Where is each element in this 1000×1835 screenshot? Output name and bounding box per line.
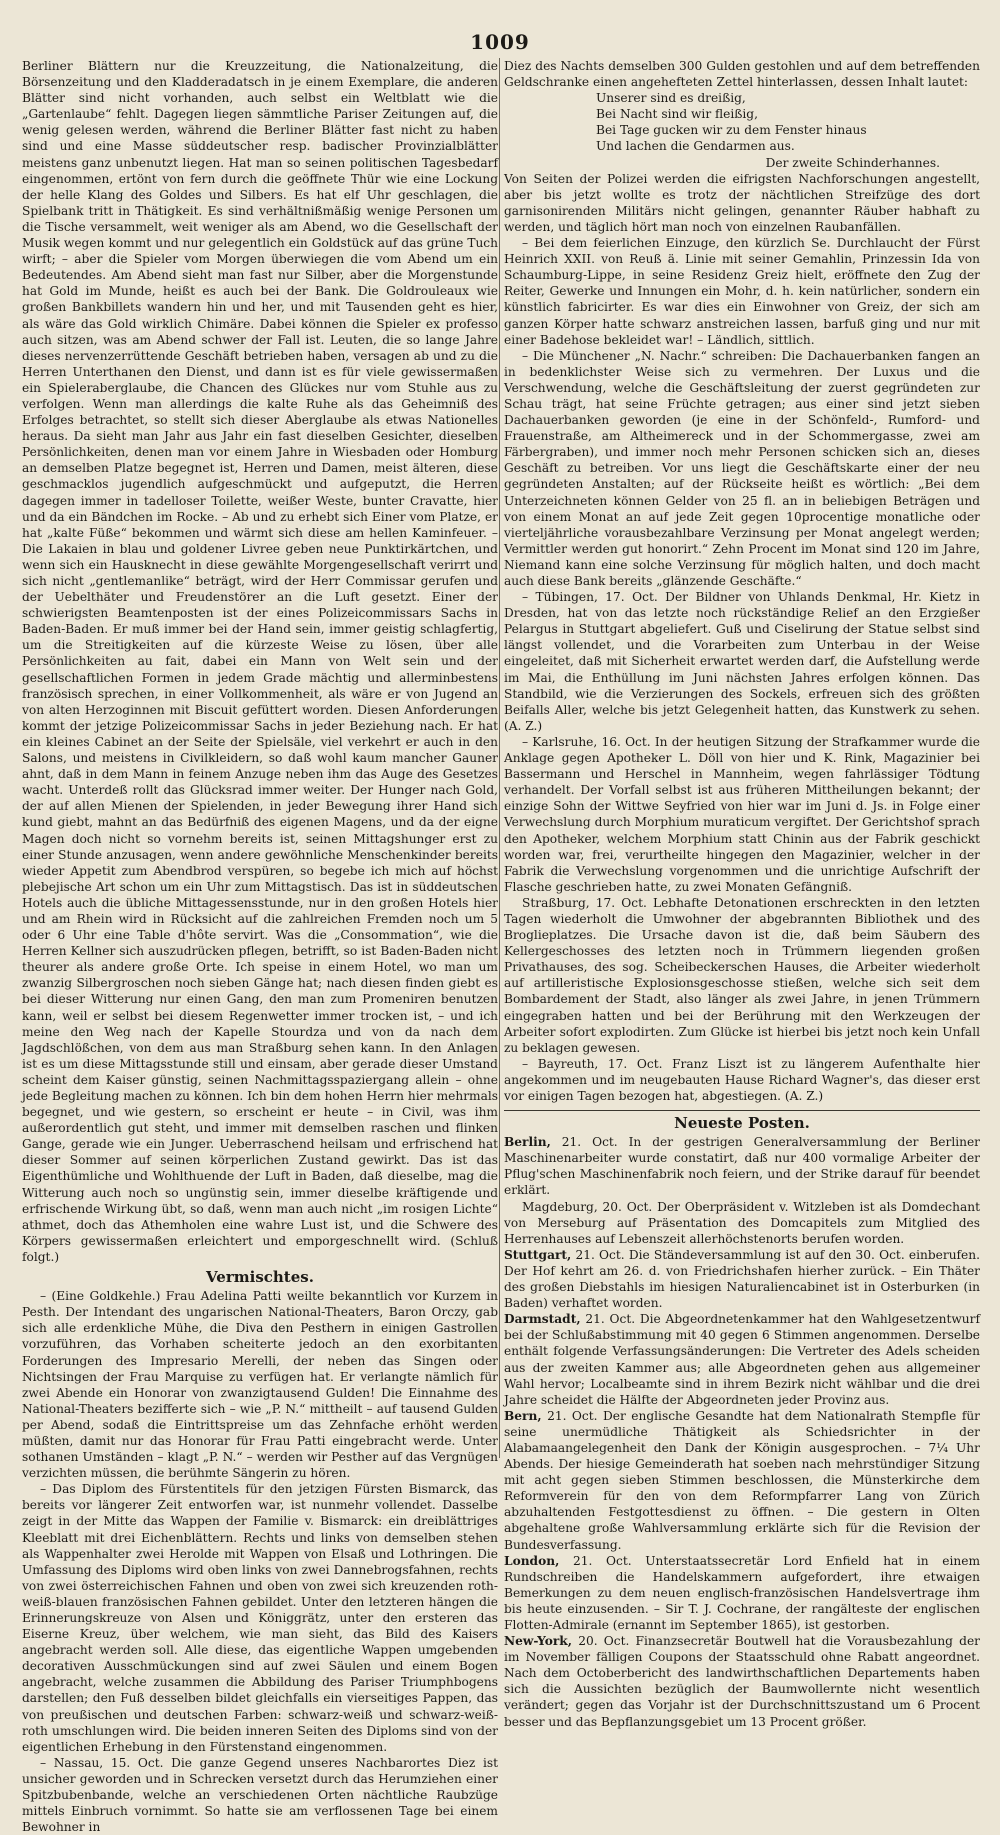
article-tuebingen: – Tübingen, 17. Oct. Der Bildner von Uhlands Denkmal, Hr. Kietz in Dresden, hat von das letzte noch rückständige Relief an den Erzgießer Pelargus in Stuttgart abgeliefert. Guß und Ciselirung der Statue selbst sind längst vollendet, und die Vorarbeiten zum Unterbau in der Weise eingeleitet, daß mit Sicherheit erwartet werden darf, die Aufstellung werde im Mai, die Enthüllung im Juni nächsten Jahres erfolgen können. Das Standbild, wie die Verzierungen des Sockels, erfreuen sich des größten Beifalls Aller, welche bis jetzt Gelegenheit hatten, das Kunstwerk zu sehen. (A. Z.) <box>504 590 980 733</box>
news-place: London, <box>504 1553 560 1568</box>
news-item-bern <box>504 1408 980 1553</box>
news-place: New-York, <box>504 1634 572 1649</box>
article-nassau: – Nassau, 15. Oct. Die ganze Gegend unseres Nachbarortes Diez ist unsicher geworden und in Schrecken versetzt durch das Herumziehen einer Spitzbubenbande, welche an verschiedenen Orten nächtliche Raubzüge mittels Einbruch vornimmt. So hatte sie am verflossenen Tage bei einem Bewohner in <box>22 1755 498 1835</box>
verse-line: Bei Tage gucken wir zu dem Fenster hinaus <box>596 123 867 138</box>
verse-line: Unserer sind es dreißig, <box>596 91 746 106</box>
article-polizei: Von Seiten der Polizei werden die eifrigsten Nachforschungen angestellt, aber bis jetzt wollte es trotz der nächtlichen Streifzüge des dort garnisonirenden Militärs nicht gelingen, genannter Räuber habhaft zu werden, und täglich hört man noch von einzelnen Raubanfällen. <box>504 171 980 234</box>
section-heading-vermischtes: Vermischtes. <box>206 1268 314 1287</box>
article-dachauerbanken: – Die Münchener „N. Nachr.“ schreiben: Die Dachauerbanken fangen an in bedenklichster Weise sich zu vermehren. Der Luxus und die Verschwendung, welche die Geschäftsleitung der zuerst gegründeten zur Schau trägt, hat seine Früchte getragen; aus einer sind jetzt sieben Dachauerbanken geworden (je eine in der Schönfeld-, Rumford- und Frauenstraße, am Altheimereck und in der Schommergasse, zwei am Färbergraben), und immer noch mehr Personen schicken sich an, dieses Geschäft zu betreiben. Vor uns liegt die Geschäftskarte einer der neu gegründeten Anstalten; auf der Rückseite heißt es wörtlich: „Bei dem Unterzeichneten können Gelder von 25 fl. an in beliebigen Beträgen und von einem Monat an auf jede Zeit gegen 10procentige monatliche oder vierteljährliche vorausbezahlbare Verzinsung per Monat angelegt werden; Vermittler werden gut honorirt.“ Zehn Procent im Monat sind 120 im Jahre, Niemand kann eine solche Verzinsung für möglich halten, und doch macht auch diese Bank bereits „glänzende Geschäfte.“ <box>504 348 980 588</box>
news-text: 21. Oct. Die Ständeversammlung ist auf den 30. Oct. einberufen. Der Hof kehrt am 26. d. von Friedrichshafen hierher zurück. – Ein Thäter des großen Diebstahls im hiesigen Naturaliencabinet ist in Osterburken (in Baden) verhaftet worden. <box>504 1247 980 1311</box>
news-place: Stuttgart, <box>504 1247 572 1262</box>
section-heading-neueste-posten: Neueste Posten. <box>674 1114 810 1133</box>
news-item-stuttgart <box>504 1247 980 1311</box>
article-heinrich-xxii: – Bei dem feierlichen Einzuge, den kürzlich Se. Durchlaucht der Fürst Heinrich XXII. von Reuß ä. Linie mit seiner Gemahlin, Prinzessin Ida von Schaumburg-Lippe, in seine Residenz Greiz hielt, eröffnete den Zug der Reiter, Gewerke und Innungen ein Mohr, d. h. kein natürlicher, sondern ein künstlich fabricirter. Es war dies ein Einwohner von Greiz, der sich am ganzen Körper hatte schwarz anstreichen lassen, barfuß ging und nur mit einer Badehose bekleidet war! – Ländlich, sittlich. <box>504 236 980 347</box>
news-text: 21. Oct. Unterstaatssecretär Lord Enfield hat in einem Rundschreiben die Handelskammern aufgefordert, ihre etwaigen Bemerkungen zu dem neuen englisch-französischen Handelsvertrage ihm bis heute einzusenden. – Sir T. J. Cochrane, der rangälteste der englischen Flotten-Admirale (ernannt im September 1865), ist gestorben. <box>504 1553 981 1632</box>
article-diez-continuation: Diez des Nachts demselben 300 Gulden gestohlen und auf dem betreffenden Geldschranke einen angehefteten Zettel hinterlassen, dessen Inhalt lautet: <box>504 59 980 90</box>
left-column <box>22 58 498 1835</box>
news-text: 20. Oct. Der Oberpräsident v. Witzleben ist als Domdechant von Merseburg auf Präsentation des Domcapitels zum Mitglied des Herrenhauses auf Lebenszeit allerhöchstenorts berufen worden. <box>504 1199 980 1246</box>
article-baden-continuation: Berliner Blättern nur die Kreuzzeitung, die Nationalzeitung, die Börsenzeitung und den Kladderadatsch in je einem Exemplare, die anderen Blätter sind nicht vorhanden, auch selbst ein Weltblatt wie die „Gartenlaube“ fehlt. Dagegen liegen sämmtliche Pariser Zeitungen auf, die wenig gelesen werden, während die Berliner Blätter fast nicht zu haben sind und eine Masse süddeutscher resp. badischer Provinzialblätter meistens ganz unbenutzt liegen. Hat man so seinen politischen Tagesbedarf eingenommen, ertönt von fern durch die geöffnete Thür wie eine Lockung der helle Klang des Goldes und Silbers. Es hat elf Uhr geschlagen, die Spielbank tritt in Thätigkeit. Es sind verhältnißmäßig wenige Personen um die Tische versammelt, weit weniger als am Abend, wo die Gesellschaft der Musik wegen kommt und nur gelegentlich ein Goldstück auf das grüne Tuch wirft; – aber die Spieler vom Morgen überwiegen die vom Abend um ein Bedeutendes. Am Abend sieht man fast nur Silber, aber die Morgenstunde hat Gold im Munde, heißt es auch bei der Bank. Die Goldrouleaux wie großen Bankbillets wandern hin und her, und mit Tausenden geht es hier, als wäre das Gold wirklich Chimäre. Dabei können die Spieler ex professo auch sitzen, was am Abend schwer der Fall ist. Leuten, die so lange Jahre dieses nervenzerrüttende Geschäft betrieben haben, versagen ab und zu die Herren Unterthanen den Dienst, und dann ist es für viele gewissermaßen ein Spieleraberglaube, die Chancen des Glückes nur vom Stuhle aus zu verfolgen. Wenn man allerdings die kalte Ruhe als das Geheimniß des Erfolges betrachtet, so stellt sich dieser Aberglaube als etwas Nationelles heraus. Da sieht man Jahr aus Jahr ein fast dieselben Gesichter, dieselben Persönlichkeiten, denen man vor einem Jahre in Wiesbaden oder Homburg an demselben Platze begegnet ist, Herren und Damen, meist älteren, diese geschmacklos jugendlich aufgeschmückt und aufgeputzt, die Herren dagegen immer in tadelloser Toilette, weißer Weste, bunter Cravatte, hier und da ein Bändchen im Rocke. – Ab und zu erhebt sich Einer vom Platze, er hat „kalte Füße“ bekommen und wärmt sich diese am hellen Kaminfeuer. – Die Lakaien in blau und goldener Livree geben neue Punktirkärtchen, und wenn sich ein Hausknecht in diese gewählte Morgengesellschaft verirrt und sich nicht „gentlemanlike“ beträgt, wird der Herr Commissar gerufen und der Uebelthäter und Freudenstörer an die Luft gesetzt. Einer der schwierigsten Beamtenposten ist der eines Polizeicommissars Sachs in Baden-Baden. Er muß immer bei der Hand sein, immer geistig schlagfertig, um die Streitigkeiten auf die kürzeste Weise zu lösen, über alle Persönlichkeiten au fait, dabei ein Mann von Welt sein und der gesellschaftlichen Formen in jedem Grade mächtig und allerminbestens französisch sprechen, in einer Vollkommenheit, als wäre er von Jugend an von alten Herzoginnen mit Biscuit gefüttert worden. Diesen Anforderungen kommt der jetzige Polizeicommissar Sachs in jeder Beziehung nach. Er hat ein kleines Cabinet an der Seite der Spielsäle, viel verkehrt er auch in den Salons, und meistens in Civilkleidern, so daß wohl kaum mancher Gauner ahnt, daß in dem Mann in feinem Anzuge neben ihm das Auge des Gesetzes wacht. Unterdeß rollt das Glücksrad immer weiter. Der Hunger nach Gold, der auf allen Mienen der Spielenden, in jeder Bewegung ihrer Hand sich kund giebt, mahnt an das Bedürfniß des eigenen Magens, und da der eigne Magen doch nicht so vornehm bereits ist, seinen Mittagshunger erst zu einer Stunde anzusagen, wenn andere gewöhnliche Menschenkinder bereits wieder Appetit zum Abendbrod verspüren, so begebe ich mich auf höchst plebejische Art schon um ein Uhr zum Mittagstisch. Das ist in süddeutschen Hotels auch die übliche Mittagessensstunde, nur in den großen Hotels hier und am Rhein wird in Rücksicht auf die zahlreichen Fremden noch um 5 oder 6 Uhr eine Table d'hôte servirt. Was die „Consommation“, wie die Herren Kellner sich auszudrücken pflegen, betrifft, so ist Baden-Baden nicht theurer als andere große Orte. Ich speise in einem Hotel, wo man um zwanzig Silbergroschen noch sieben Gänge hat; nach diesen finden giebt es bei dieser Witterung nur einen Gang, den man zum Promeniren benutzen kann, weil er selbst bei diesem Regenwetter immer trocken ist, – und ich meine den Weg nach der Kapelle Stourdza und von da nach dem Jagdschlößchen, von dem aus man Straßburg sehen kann. In den Anlagen ist es um diese Mittagsstunde still und einsam, aber gerade dieser Umstand scheint dem Kaiser günstig, seinen Nachmittagsspaziergang allein – ohne jede Begleitung machen zu können. Ich bin dem hohen Herrn hier mehrmals begegnet, und wie gestern, so erscheint er heute – in Civil, was ihm außerordentlich gut steht, und immer mit demselben raschen und flinken Gange, gerade wie ein Junger. Ueberraschend heilsam und erfrischend hat dieser Sommer auf seinen körperlichen Zustand gewirkt. Das ist das Eigenthümliche und Wohlthuende der Luft in Baden, daß dieselbe, mag die Witterung auch noch so ungünstig sein, immer dieselbe kräftigende und erfrischende Wirkung übt, so daß, wenn man auch nicht „im rosigen Lichte“ athmet, doch das Athemholen eine wahre Lust ist, und die Schwere des Körpers gewissermaßen erleichtert und emporgeschnellt wird. (Schluß folgt.) <box>22 59 498 1264</box>
news-place: Magdeburg, <box>522 1199 598 1214</box>
news-text: 21. Oct. In der gestrigen Generalversammlung der Berliner Maschinenarbeiter wurde constatirt, daß nur 400 vormalige Arbeiter der Pflug'schen Maschinenfabrik noch feiern, und der Strike darauf für beendet erklärt. <box>504 1135 980 1198</box>
news-place: Berlin, <box>504 1135 551 1150</box>
right-column <box>504 58 981 1729</box>
verse-signature: Der zweite Schinderhannes. <box>765 155 940 170</box>
article-diplom-bismarck: – Das Diplom des Fürstentitels für den jetzigen Fürsten Bismarck, das bereits vor längerer Zeit entworfen war, ist nunmehr vollendet. Dasselbe zeigt in der Mitte das Wappen der Familie v. Bismarck: ein dreiblättriges Kleeblatt mit drei Eichenblättern. Rechts und links von demselben stehen als Wappenhalter zwei Herolde mit Wappen von Elsaß und Lothringen. Die Umfassung des Diploms wird oben links von zwei Dannebrogsfahnen, rechts von zwei österreichischen Fahnen und oben von zwei sich kreuzenden roth-weiß-blauen französischen Fahnen gebildet. Unter den letzteren hängen die Erinnerungskreuze von Alsen und Königgrätz, unter den ersteren das Eiserne Kreuz, über welchem, wie man sieht, das Bild des Kaisers angebracht werden soll. Alle diese, das eigentliche Wappen umgebenden decorativen Ausschmückungen sind auf zwei Säulen und einem Bogen angebracht, welche zusammen die Abbildung des Pariser Triumphbogens darstellen; den Fuß desselben bildet gleichfalls ein vierseitiges Pappen, das von preußischen und deutschen Farben: schwarz-weiß und schwarz-weiß-roth umschlungen wird. Die beiden inneren Seiten des Diploms sind von der eigentlichen Erhebung in den Fürstenstand eingenommen. <box>22 1482 498 1754</box>
article-strassburg: Straßburg, 17. Oct. Lebhafte Detonationen erschreckten in den letzten Tagen wiederholt die Umwohner der abgebrannten Bibliothek und des Broglieplatzes. Die Ursache davon ist die, daß beim Säubern des Kellergeschosses des letzten noch in Trümmern liegenden großen Privathauses, des sog. Scheibeckerschen Hauses, die Arbeiter wiederholt auf artilleristische Explosionsgeschosse stießen, welche sich seit dem Bombardement der Stadt, also länger als zwei Jahre, in jenen Trümmern eingegraben hatten und bei der Berührung mit den Werkzeugen der Arbeiter sofort explodirten. Zum Glücke ist hierbei bis jetzt noch kein Unfall zu beklagen gewesen. <box>504 895 980 1055</box>
article-karlsruhe: – Karlsruhe, 16. Oct. In der heutigen Sitzung der Strafkammer wurde die Anklage gegen Apotheker L. Döll von hier und K. Rink, Magazinier bei Bassermann und Herschel in Mannheim, wegen fahrlässiger Tödtung verhandelt. Der Vorfall selbst ist aus früheren Mittheilungen bekannt; der einzige Sohn der Wittwe Seyfried von hier war im Juni d. Js. in Folge einer Verwechslung durch Morphium muraticum vergiftet. Der Gerichtshof sprach den Apotheker, welchem Morphium statt Chinin aus der Fabrik geschickt worden war, frei, verurtheilte hingegen den Magazinier, welcher in der Fabrik die Verwechslung vorgenommen und die unrichtige Aufschrift der Flasche geschrieben hatte, zu zwei Monaten Gefängniß. <box>504 734 980 894</box>
news-item-london <box>504 1553 980 1633</box>
news-text: 20. Oct. Finanzsecretär Boutwell hat die Vorausbezahlung der im November fälligen Coupons der Staatsschuld ohne Rabatt angeordnet. Nach dem Octoberbericht des landwirthschaftlichen Departements haben sich die Aussichten bezüglich der Baumwollernte nicht wesentlich verändert; gegen das Vorjahr ist der Durchschnittszustand um 6 Procent besser und das Bepflanzungsgebiet um 13 Procent größer. <box>504 1634 981 1729</box>
news-text: 21. Oct. Die Abgeordnetenkammer hat den Wahlgesetzentwurf bei der Schlußabstimmung mit 40 gegen 6 Stimmen angenommen. Derselbe enthält folgende Verfassungsänderungen: Die Vertreter des Adels scheiden aus der zweiten Kammer aus; alle Abgeordneten gehen aus allgemeiner Wahl hervor; Localbeamte sind in ihrem Bezirk nicht wählbar und die drei Jahre scheidet die Hälfte der Abgeordneten jeder Provinz aus. <box>504 1312 980 1407</box>
news-item-berlin <box>504 1134 980 1198</box>
article-bayreuth: – Bayreuth, 17. Oct. Franz Liszt ist zu längerem Aufenthalte hier angekommen und im neugebauten Hause Richard Wagner's, das dieser erst vor einigen Tagen bezogen hat, abgestiegen. (A. Z.) <box>504 1056 980 1103</box>
news-place: Darmstadt, <box>504 1312 581 1327</box>
verse-line: Und lachen die Gendarmen aus. <box>596 139 795 154</box>
page-number: 1009 <box>470 30 530 54</box>
section-rule <box>504 1110 980 1111</box>
news-text: 21. Oct. Der englische Gesandte hat dem Nationalrath Stempfle für seine unermüdliche Thätigkeit als Schiedsrichter in der Alabamaangelegenheit den Dank der Königin ausgesprochen. – 7¼ Uhr Abends. Der hiesige Gemeinderath hat soeben nach mehrstündiger Sitzung mit acht gegen sieben Stimmen beschlossen, die Münsterkirche dem Reformverein für den von dem Reformpfarrer Lang von Zürich abzuhaltenden Festgottesdienst zu öffnen. – Die gestern in Olten abgehaltene große Wahlversammlung erklärte sich für die Revision der Bundesverfassung. <box>504 1408 981 1552</box>
news-item-magdeburg <box>504 1199 980 1247</box>
news-item-darmstadt <box>504 1311 980 1408</box>
news-place: Bern, <box>504 1408 542 1423</box>
column-divider <box>499 58 500 1458</box>
verse-line: Bei Nacht sind wir fleißig, <box>596 107 758 122</box>
article-goldkehle: – (Eine Goldkehle.) Frau Adelina Patti weilte bekanntlich vor Kurzem in Pesth. Der Intendant des ungarischen National-Theaters, Baron Orczy, gab sich alle erdenkliche Mühe, die Diva den Pesthern in einigen Gastrollen vorzuführen, das Vorhaben scheiterte jedoch an den exorbitanten Forderungen des Impresario Merelli, der neben das Singen oder Nichtsingen der Frau Marquise zu verfügen hat. Er verlangte nämlich für zwei Abende ein Honorar von zwanzigtausend Gulden! Die Einnahme des National-Theaters bezifferte sich – wie „P. N.“ mittheilt – auf tausend Gulden per Abend, sodaß die Eintrittspreise um das Zehnfache erhöht werden müßten, damit nur das Honorar für Frau Patti eingebracht werde. Unter sothanen Umständen – klagt „P. N.“ – werden wir Pesther auf das Vergnügen verzichten müssen, die berühmte Sängerin zu hören. <box>22 1289 498 1481</box>
news-item-new-york <box>504 1633 980 1730</box>
